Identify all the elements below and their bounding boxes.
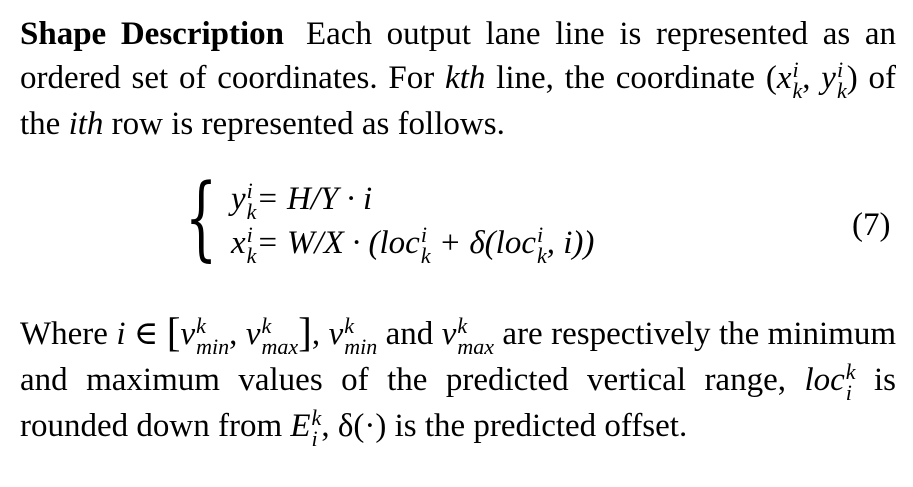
equation-line-2-rhs-c: , i)): [546, 225, 595, 262]
v-min-label-2: min: [344, 333, 378, 359]
text-segment: row is represented as follows.: [103, 105, 505, 142]
text-segment: of the: [20, 60, 896, 142]
math-kth: kth: [445, 60, 486, 96]
paragraph-shape-description: [20, 12, 896, 146]
equation-line-2-rhs-b: + δ(loc: [430, 225, 536, 262]
equation-number: (7): [852, 207, 891, 243]
left-brace: {: [185, 164, 218, 271]
text-segment: line, the coordinate: [485, 60, 766, 96]
v-min-label: min: [196, 333, 230, 359]
text-segment: ∈: [125, 316, 167, 352]
text-segment: Each output lane line is represented as an ordered set of coordinates. For: [20, 16, 896, 96]
equation-line-1-rhs: = H/Y · i: [256, 181, 373, 218]
v-max-label-2: max: [457, 333, 495, 359]
equation-block: [185, 164, 885, 278]
math-coordinate-pair: (x i k , y i k ): [765, 56, 858, 103]
text-segment: is rounded down from: [20, 361, 896, 444]
equation-line-1: y i k = H/Y · i: [231, 178, 373, 224]
text-segment: are respectively the minimum and maximum values of the predicted vertical range,: [20, 316, 897, 398]
text-segment: Where: [20, 316, 117, 352]
equation-line-2: x i k = W/X · (loc i k + δ(loc i k , i)): [231, 222, 595, 268]
paragraph-where: Where i ∈ [v k min , v k max ], v k min and v k max are respectively the minimum and maximum values of the predicted vertical range, loc k i is rounded down from E k i , δ(·) is the predicted offset.: [20, 309, 897, 451]
v-max-label: max: [261, 333, 299, 359]
math-ith: ith: [68, 105, 104, 142]
text-segment: , δ(·) is the predicted offset.: [321, 407, 688, 444]
text-segment: and: [377, 316, 442, 352]
equation-line-2-rhs-a: = W/X · (loc: [256, 225, 420, 262]
section-heading: Shape Description: [20, 16, 284, 52]
